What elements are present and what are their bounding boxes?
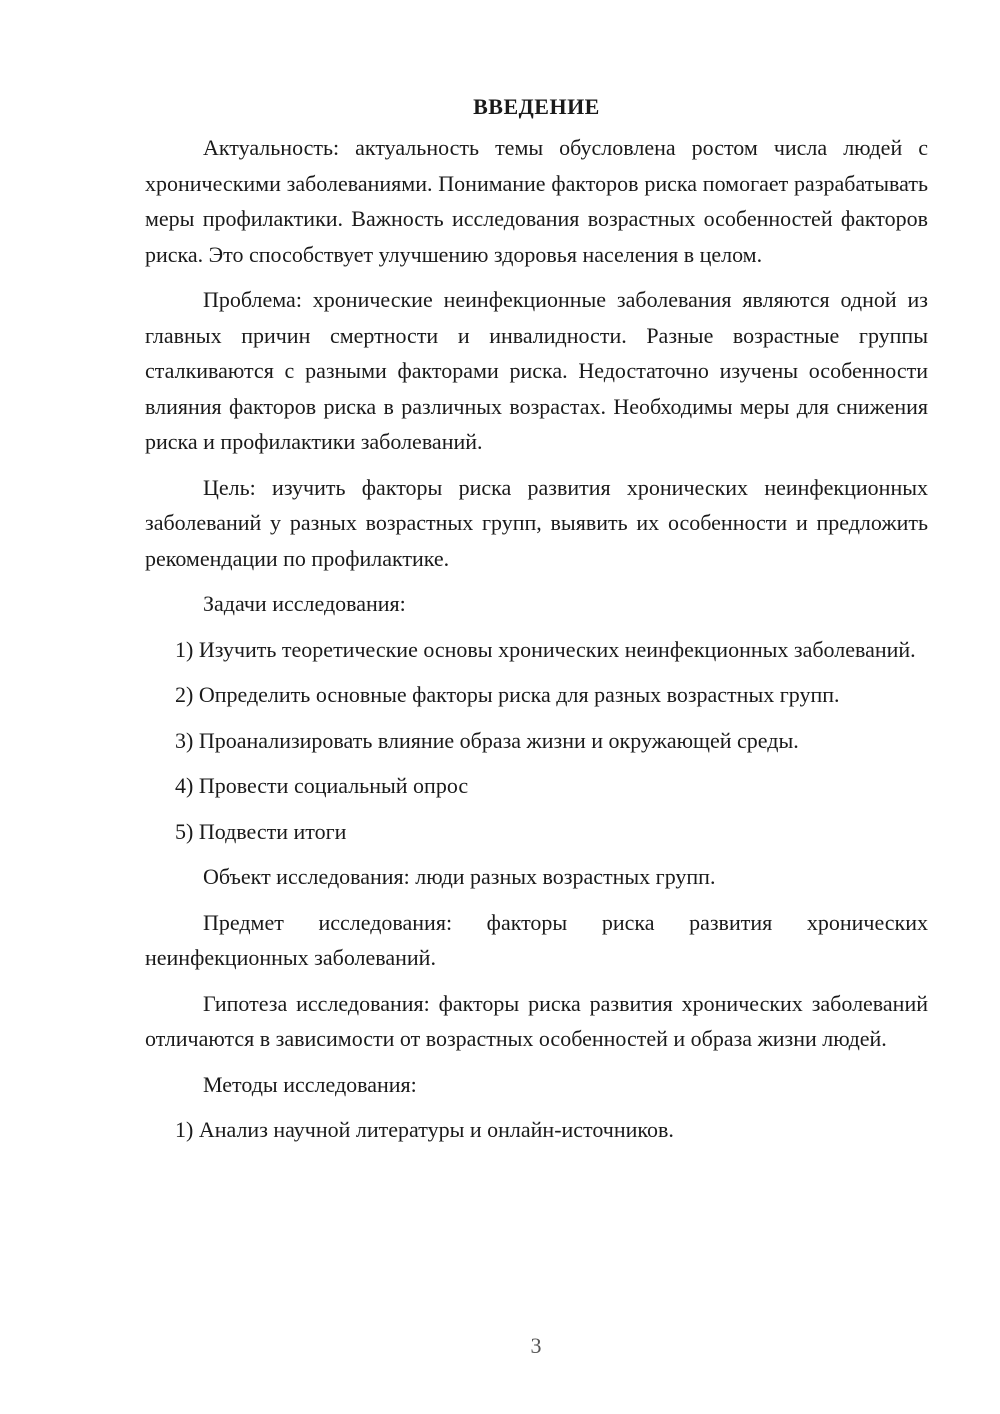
document-page: [145, 90, 928, 1158]
tasks-heading: Задачи исследования:: [203, 591, 406, 616]
subject-paragraph: Предмет исследования: факторы риска развития хронических неинфекционных заболеваний.: [145, 909, 928, 970]
actuality-paragraph: Актуальность: актуальность темы обусловлена ростом числа людей с хроническими заболеваниями. Понимание факторов риска помогает разрабатывать меры профилактики. Важность исследования возрастных особенностей факторов риска. Это способствует улучшению здоровья населения в целом.: [145, 135, 928, 267]
task-item-3: 3) Проанализировать влияние образа жизни и окружающей среды.: [175, 727, 799, 753]
problem-paragraph: Проблема: хронические неинфекционные заболевания являются одной из главных причин смертности и инвалидности. Разные возрастные группы сталкиваются с разными факторами риска. Недостаточно изучены особенности влияния факторов риска в различных возрастах. Необходимы меры для снижения риска и профилактики заболеваний.: [145, 287, 928, 454]
task-item-5: 5) Подвести итоги: [175, 818, 347, 844]
task-item-4: 4) Провести социальный опрос: [175, 773, 469, 798]
section-title: ВВЕДЕНИЕ: [473, 94, 600, 119]
goal-paragraph: Цель: изучить факторы риска развития хронических неинфекционных заболеваний у разных возрастных групп, выявить их особенности и предложить рекомендации по профилактике.: [145, 474, 928, 571]
task-item-1: 1) Изучить теоретические основы хронических неинфекционных заболеваний.: [175, 636, 916, 662]
object-paragraph: Объект исследования: люди разных возрастных групп.: [203, 864, 716, 889]
methods-heading: Методы исследования:: [203, 1071, 417, 1097]
task-item-2: 2) Определить основные факторы риска для разных возрастных групп.: [175, 682, 840, 707]
page-number: 3: [530, 1333, 542, 1358]
hypothesis-paragraph: Гипотеза исследования: факторы риска развития хронических заболеваний отличаются в зависимости от возрастных особенностей и образа жизни людей.: [145, 990, 928, 1051]
method-item-1: 1) Анализ научной литературы и онлайн-источников.: [175, 1117, 674, 1142]
